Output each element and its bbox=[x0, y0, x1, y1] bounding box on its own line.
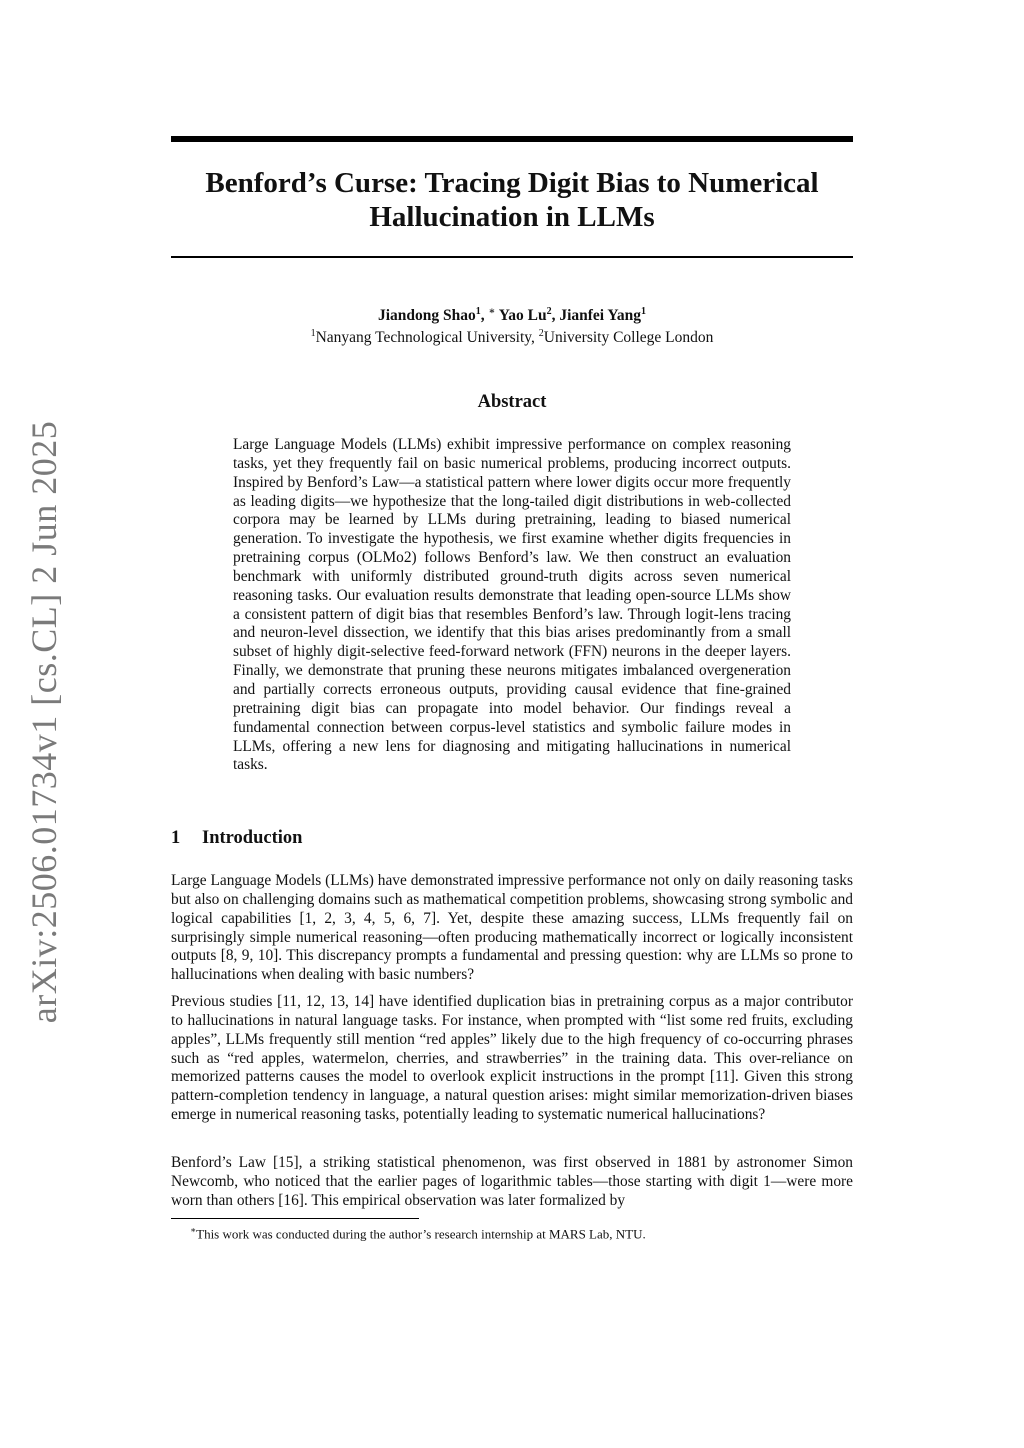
intro-paragraph-3: Benford’s Law [15], a striking statistical phenomenon, was first observed in 1881 by astronomer Simon Newcomb, who noticed that the earlier pages of logarithmic tables—those starting with digit 1—were more worn than others [16]. This empirical observation was later formalized by bbox=[171, 1154, 853, 1209]
footnote-marker: ∗ bbox=[190, 1225, 197, 1235]
intro-paragraph-1: Large Language Models (LLMs) have demonstrated impressive performance not only on daily reasoning tasks but also on challenging domains such as mathematical competition problems, showcasing strong symbolic and logical capabilities [1, 2, 3, 4, 5, 6, 7]. Yet, despite these amazing success, LLMs frequently fail on surprisingly simple numerical reasoning—often producing mathematically incorrect or logically inconsistent outputs [8, 9, 10]. This discrepancy prompts a fundamental and pressing question: why are LLMs so prone to hallucinations when dealing with basic numbers? bbox=[171, 872, 853, 984]
affiliation-marker: 2 bbox=[538, 328, 544, 339]
title-line-1: Benford’s Curse: Tracing Digit Bias to Numerical bbox=[205, 167, 819, 199]
footnote bbox=[190, 1222, 646, 1242]
abstract-heading: Abstract bbox=[477, 392, 547, 412]
affiliation-ntu: Nanyang Technological University, bbox=[315, 329, 539, 347]
title-bottom-rule bbox=[171, 256, 853, 258]
title-top-rule bbox=[171, 136, 853, 142]
author-affiliation-marker: 1 bbox=[475, 306, 481, 317]
title-line-2: Hallucination in LLMs bbox=[369, 201, 655, 233]
author-name: Jianfei Yang bbox=[559, 307, 641, 325]
author-footnote-marker: ∗ bbox=[488, 306, 496, 317]
footnote-text: This work was conducted during the author’s research internship at MARS Lab, NTU. bbox=[196, 1226, 646, 1242]
section-heading-introduction bbox=[171, 828, 302, 849]
arxiv-identifier-stamp: arXiv:2506.01734v1 [cs.CL] 2 Jun 2025 bbox=[24, 420, 64, 1024]
abstract-text: Large Language Models (LLMs) exhibit impressive performance on complex reasoning tasks, yet they frequently fail on basic numerical problems, producing incorrect outputs. Inspired by Benford’s Law—a statistical pattern where lower digits occur more frequently as leading digits—we hypothesize that the long-tailed digit distributions in web-collected corpora may be learned by LLMs during pretraining, leading to biased numerical generation. To investigate the hypothesis, we first examine whether digits frequencies in pretraining corpus (OLMo2) follows Benford’s law. We then construct an evaluation benchmark with uniformly distributed ground-truth digits across seven numerical reasoning tasks. Our evaluation results demonstrate that leading open-source LLMs show a consistent pattern of digit bias that resembles Benford’s law. Through logit-lens tracing and neuron-level dissection, we identify that this bias arises predominantly from a small subset of highly digit-selective feed-forward network (FFN) neurons in the deeper layers. Finally, we demonstrate that pruning these neurons mitigates imbalanced overgeneration and partially corrects erroneous outputs, providing causal evidence that fine-grained pretraining digit bias can propagate into model behavior. Our findings reveal a fundamental connection between corpus-level statistics and symbolic failure modes in LLMs, offering a new lens for diagnosing and mitigating hallucinations in numerical tasks. bbox=[233, 436, 791, 774]
intro-paragraph-2: Previous studies [11, 12, 13, 14] have identified duplication bias in pretraining corpus as a major contributor to hallucinations in natural language tasks. For instance, when prompted with “list some red fruits, excluding apples”, LLMs frequently still mention “red apples” likely due to the high frequency of co-occurring phrases such as “red apples, watermelon, cherries, and strawberries” in the training data. This over-reliance on memorized patterns causes the model to overlook explicit instructions in the prompt [11]. Given this strong pattern-completion tendency in language, a natural question arises: might similar memorization-driven biases emerge in numerical reasoning tasks, potentially leading to systematic numerical hallucinations? bbox=[171, 993, 853, 1124]
affiliation-ucl: University College London bbox=[543, 329, 714, 347]
author-list bbox=[171, 302, 853, 326]
author-separator: , bbox=[551, 307, 560, 325]
author-name: Yao Lu bbox=[498, 307, 547, 325]
author-separator: , bbox=[480, 307, 489, 325]
author-name: Jiandong Shao bbox=[377, 307, 476, 325]
paper-title bbox=[171, 166, 853, 234]
footnote-rule bbox=[171, 1218, 419, 1219]
section-title: Introduction bbox=[202, 828, 303, 848]
section-number: 1 bbox=[171, 828, 181, 848]
affiliation-marker: 1 bbox=[310, 328, 316, 339]
affiliations bbox=[171, 324, 853, 348]
author-affiliation-marker: 1 bbox=[641, 306, 646, 317]
author-affiliation-marker: 2 bbox=[546, 306, 552, 317]
